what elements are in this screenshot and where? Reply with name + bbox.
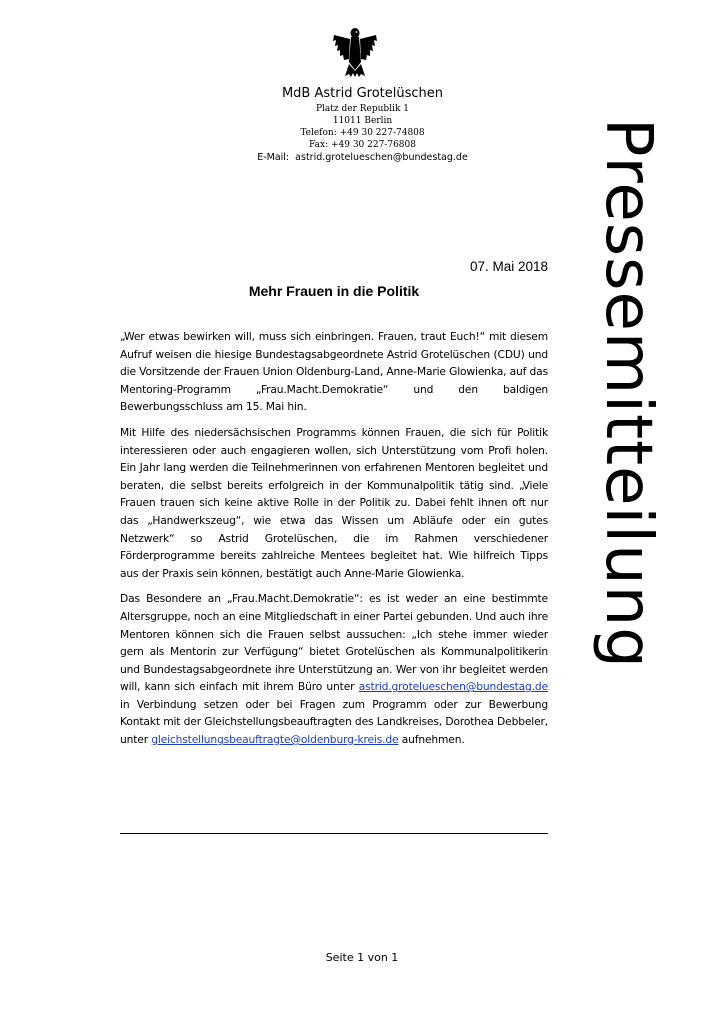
paragraph-3-part-2: in Verbindung setzen oder bei Fragen zum Programm oder zur Bewerbung Kontakt mit der Gleichstellungsbeauftragten des Landkreises, Dorothea Debbeler, unter	[120, 697, 548, 747]
bundestag-email-link[interactable]: astrid.grotelueschen@bundestag.de	[358, 680, 548, 694]
letterhead	[200, 86, 525, 165]
email-address: astrid.grotelueschen@bundestag.de	[295, 152, 468, 163]
mdb-name: MdB Astrid Grotelüschen	[281, 86, 444, 101]
address-line-2: 11011 Berlin	[332, 116, 393, 126]
federal-eagle-icon	[332, 26, 378, 78]
paragraph-3-part-3: aufnehmen.	[398, 733, 465, 747]
phone-line: Telefon: +49 30 227-74808	[300, 128, 425, 138]
email-line	[200, 151, 525, 165]
gleichstellung-email-link[interactable]: gleichstellungsbeauftragte@oldenburg-kreis.de	[151, 733, 399, 747]
page-number: Seite 1 von 1	[325, 951, 399, 964]
paragraph-1: „Wer etwas bewirken will, muss sich einbringen. Frauen, traut Euch!“ mit diesem Aufruf weisen die hiesige Bundestagsabgeordnete Astrid Grotelüschen (CDU) und die Vorsitzende der Frauen Union Oldenburg-Land, Anne-Marie Glowienka, auf das Mentoring-Programm „Frau.Macht.Demokratie“ und den baldigen Bewerbungsschluss am 15. Mai hin.	[120, 330, 548, 414]
divider	[120, 833, 548, 834]
fax-line: Fax: +49 30 227-76808	[309, 140, 416, 150]
paragraph-3	[120, 590, 548, 748]
release-date: 07. Mai 2018	[469, 259, 548, 274]
paragraph-2: Mit Hilfe des niedersächsischen Programms können Frauen, die sich für Politik interessieren oder auch engagieren wollen, sich Unterstützung vom Profi holen. Ein Jahr lang werden die Teilnehmerinnen von erfahrenen Mentoren begleitet und beraten, die selbst bereits erfolgreich in der Kommunalpolitik tätig sind. „Viele Frauen trauen sich keine aktive Rolle in der Politik zu. Dabei fehlt ihnen oft nur das „Handwerkszeug“, wie etwa das Wissen um Abläufe oder ein gutes Netzwerk“ so Astrid Grotelüschen, die im Rahmen verschiedener Förderprogramme bereits zahlreiche Mentees begleitet hat. Wie hilfreich Tipps aus der Praxis sein können, bestätigt auch Anne-Marie Glowienka.	[120, 425, 548, 580]
headline: Mehr Frauen in die Politik	[248, 283, 420, 299]
paragraph-3-part-1: Das Besondere an „Frau.Macht.Demokratie“: es ist weder an eine bestimmte Altersgruppe, noch an eine Mitgliedschaft in einer Partei gebunden. Und auch ihre Mentoren können sich die Frauen selbst aussuchen: „Ich stehe immer wieder gern als Mentorin zur Verfügung“ bietet Grotelüschen als Kommunalpolitikerin und Bundestagsabgeordnete ihre Unterstützung an. Wer von ihr begleitet werden will, kann sich einfach mit ihrem Büro unter	[120, 592, 548, 694]
pressemitteilung-title: Pressemitteilung	[591, 118, 665, 669]
email-label: E-Mail:	[257, 152, 290, 163]
address-line-1: Platz der Republik 1	[316, 104, 409, 114]
article-body	[120, 328, 548, 757]
